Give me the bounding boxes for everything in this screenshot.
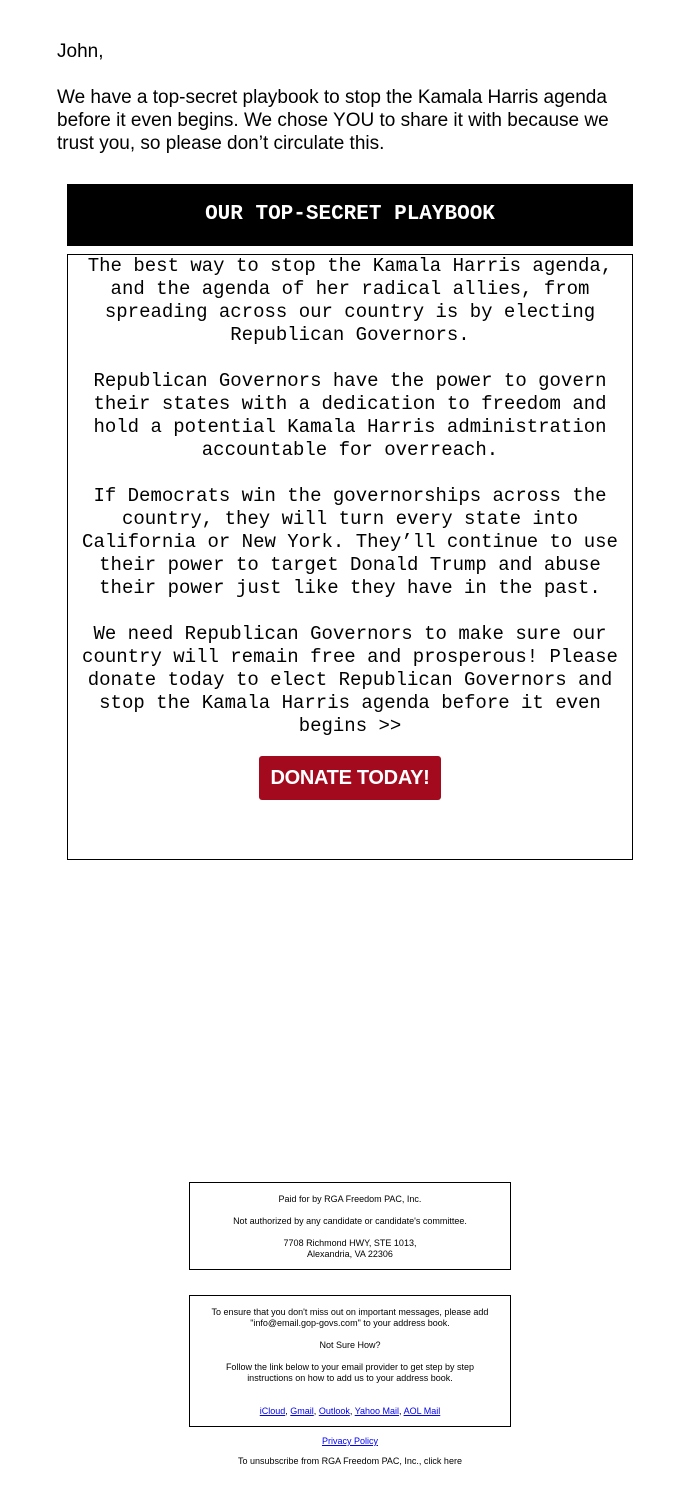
playbook-paragraph: Republican Governors have the power to govern their states with a dedication to freedom and hold a potential Kamala Harris administration accountable for overreach. bbox=[93, 370, 607, 461]
intro-paragraph: We have a top-secret playbook to stop the Kamala Harris agenda before it even begins. We chose YOU to share it with because we trust you, so please don’t circulate this. bbox=[57, 87, 609, 154]
not-authorized-text: Not authorized by any candidate or candidate's committee. bbox=[233, 1216, 467, 1226]
address-line-2: Alexandria, VA 22306 bbox=[307, 1249, 393, 1259]
not-sure-text: Not Sure How? bbox=[319, 1340, 381, 1350]
playbook-paragraph: The best way to stop the Kamala Harris agenda, and the agenda of her radical allies, from spreading across our country is by electing Republican Governors. bbox=[87, 255, 613, 346]
donate-button-wrap bbox=[68, 756, 632, 800]
disclaimer-box bbox=[189, 1182, 511, 1270]
follow-text: Follow the link below to your email provider to get step by step instructions on how to add us to your address book. bbox=[225, 1362, 475, 1383]
yahoo-mail-link[interactable]: Yahoo Mail bbox=[354, 1406, 400, 1416]
playbook-heading: OUR TOP-SECRET PLAYBOOK bbox=[67, 184, 633, 246]
privacy-policy-link[interactable]: Privacy Policy bbox=[321, 1436, 378, 1446]
aol-mail-link[interactable]: AOL Mail bbox=[403, 1406, 441, 1416]
outlook-link[interactable]: Outlook bbox=[318, 1406, 350, 1416]
paid-for-text: Paid for by RGA Freedom PAC, Inc. bbox=[278, 1194, 422, 1204]
playbook-paragraph: We need Republican Governors to make sure our country will remain free and prosperous! Please donate today to elect Republican Governors and stop the Kamala Harris agenda before it even begins >> bbox=[82, 623, 618, 737]
gmail-link[interactable]: Gmail bbox=[290, 1406, 314, 1416]
unsubscribe-text[interactable]: To unsubscribe from RGA Freedom PAC, Inc., click here bbox=[238, 1456, 462, 1466]
playbook-box bbox=[67, 254, 633, 860]
address-line-1: 7708 Richmond HWY, STE 1013, bbox=[283, 1238, 417, 1248]
icloud-link[interactable]: iCloud bbox=[259, 1406, 286, 1416]
privacy-row bbox=[0, 1436, 700, 1446]
greeting: John, bbox=[57, 41, 104, 62]
address-book-box bbox=[189, 1295, 511, 1427]
email-intro bbox=[57, 40, 647, 155]
provider-links: iCloud, Gmail, Outlook, Yahoo Mail, AOL Mail bbox=[259, 1406, 441, 1416]
playbook-paragraph: If Democrats win the governorships across the country, they will turn every state into California or New York. They’ll continue to use their power to target Donald Trump and abuse their power just like they have in the past. bbox=[82, 485, 618, 599]
ensure-text: To ensure that you don't miss out on important messages, please add "info@email.gop-govs.com" to your address book. bbox=[211, 1307, 489, 1328]
donate-button[interactable]: DONATE TODAY! bbox=[259, 756, 440, 800]
